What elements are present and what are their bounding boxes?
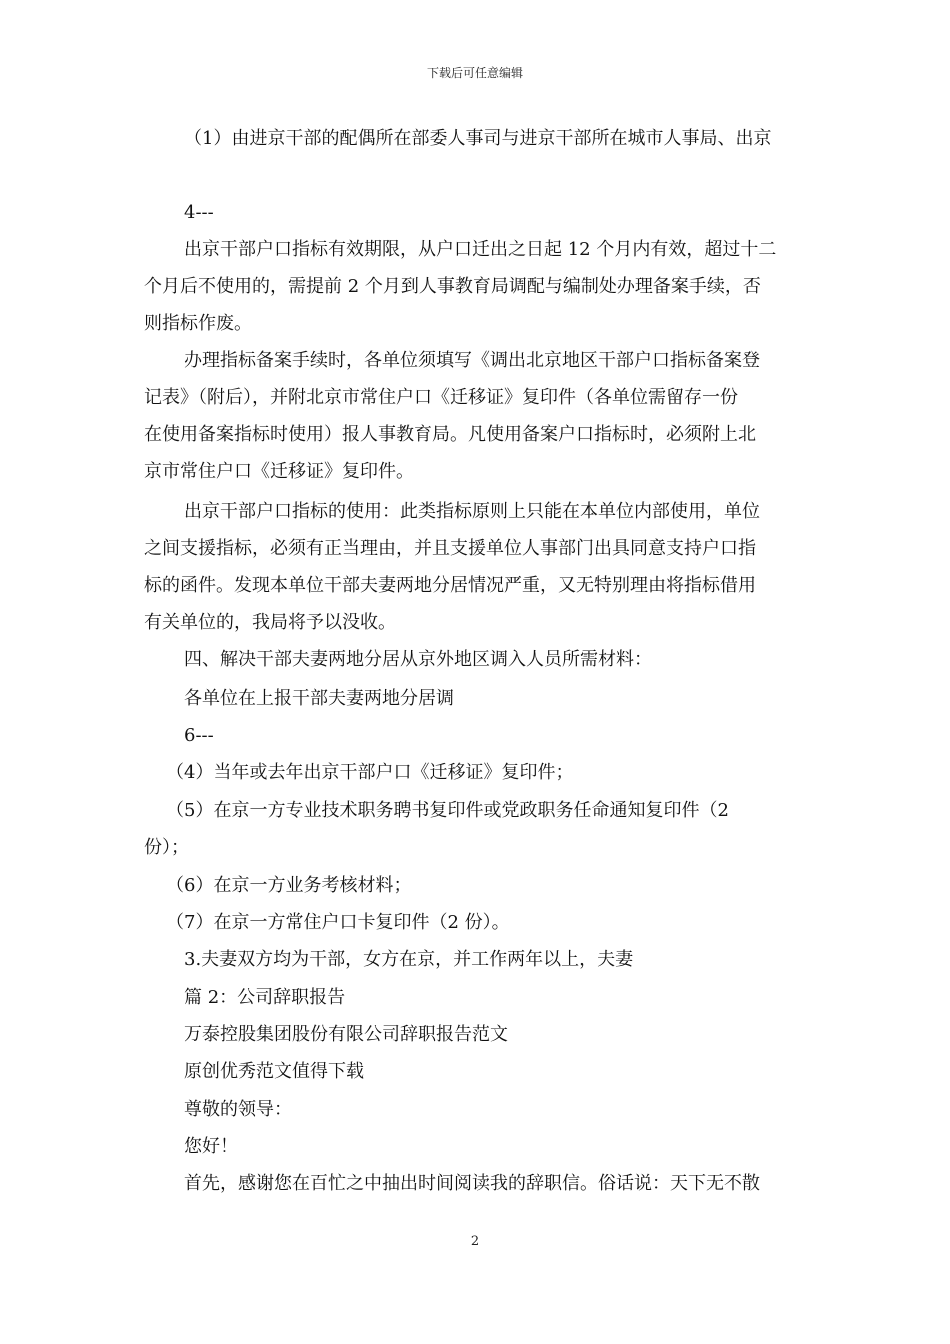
paragraph-line: （1）由进京干部的配偶所在部委人事司与进京干部所在城市人事局、出京 [184, 128, 772, 149]
paragraph-line: 京市常住户口《迁移证》复印件。 [144, 461, 414, 482]
paragraph-line: 办理指标备案手续时，各单位须填写《调出北京地区干部户口指标备案登 [184, 350, 760, 371]
list-item: （5）在京一方专业技术职务聘书复印件或党政职务任命通知复印件（2 [166, 800, 729, 821]
paragraph-line: 出京干部户口指标有效期限，从户口迁出之日起 12 个月内有效，超过十二 [184, 239, 777, 260]
paragraph-line: 出京干部户口指标的使用：此类指标原则上只能在本单位内部使用，单位 [184, 501, 760, 522]
page-marker: 4--- [184, 202, 214, 223]
list-item: （4）当年或去年出京干部户口《迁移证》复印件； [166, 762, 574, 783]
paragraph-line: 各单位在上报干部夫妻两地分居调 [184, 688, 454, 709]
page-marker: 6--- [184, 725, 214, 746]
paragraph-line: 首先，感谢您在百忙之中抽出时间阅读我的辞职信。俗话说：天下无不散 [184, 1173, 760, 1194]
salutation: 尊敬的领导： [184, 1099, 292, 1120]
paragraph-line: 标的函件。发现本单位干部夫妻两地分居情况严重，又无特别理由将指标借用 [144, 575, 756, 596]
page-header: 下载后可任意编辑 [426, 66, 523, 80]
section-heading: 篇 2：公司辞职报告 [184, 987, 346, 1008]
paragraph-line: 个月后不使用的，需提前 2 个月到人事教育局调配与编制处办理备案手续，否 [144, 276, 761, 297]
paragraph-line: 之间支援指标，必须有正当理由，并且支援单位人事部门出具同意支持户口指 [144, 538, 756, 559]
paragraph-line: 记表》（附后），并附北京市常住户口《迁移证》复印件（各单位需留存一份 [144, 387, 738, 408]
greeting: 您好！ [184, 1136, 238, 1157]
document-title: 万泰控股集团股份有限公司辞职报告范文 [184, 1024, 508, 1045]
page-number: 2 [470, 1234, 480, 1249]
paragraph-line: 在使用备案指标时使用）报人事教育局。凡使用备案户口指标时，必须附上北 [144, 424, 756, 445]
paragraph-line: 有关单位的，我局将予以没收。 [144, 612, 396, 633]
paragraph-line: 则指标作废。 [144, 313, 252, 334]
section-heading: 四、解决干部夫妻两地分居从京外地区调入人员所需材料： [184, 649, 652, 670]
list-item: （6）在京一方业务考核材料； [166, 875, 412, 896]
paragraph-line: 原创优秀范文值得下载 [184, 1061, 364, 1082]
list-item-continuation: 份）； [144, 837, 189, 858]
paragraph-line: 3.夫妻双方均为干部，女方在京，并工作两年以上，夫妻 [184, 949, 634, 970]
list-item: （7）在京一方常住户口卡复印件（2 份）。 [166, 912, 510, 933]
